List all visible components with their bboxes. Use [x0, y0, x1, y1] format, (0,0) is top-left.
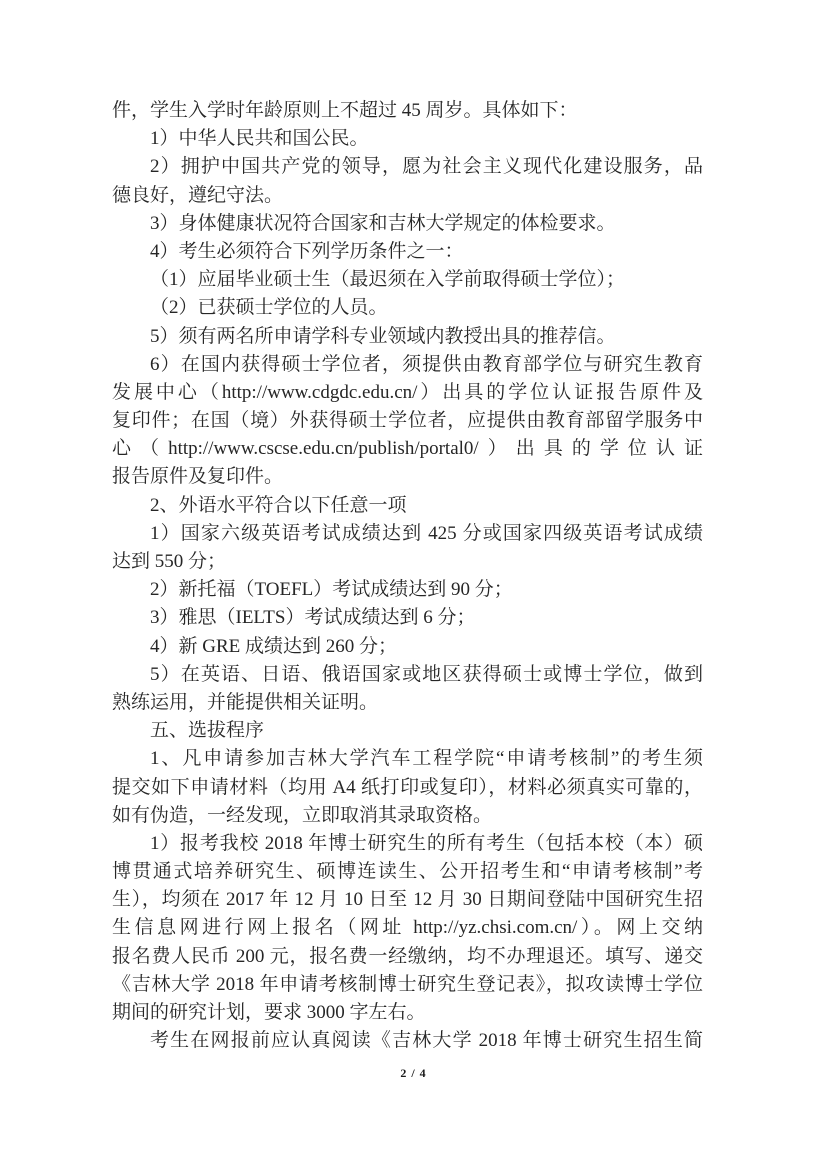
- text-line: 达到 550 分；: [112, 551, 227, 572]
- text-line: 生），均须在 2017 年 12 月 10 日至 12 月 30 日期间登陆中国研究生招: [112, 889, 703, 911]
- text-line: 提交如下申请材料（均用 A4 纸打印或复印），材料必须真实可靠的，: [112, 776, 703, 798]
- text-line: 复印件；在国（境）外获得硕士学位者，应提供由教育部留学服务中: [112, 410, 703, 432]
- text-line: 3）身体健康状况符合国家和吉林大学规定的体检要求。: [150, 212, 616, 234]
- document-body: [112, 97, 703, 1055]
- text-line: 4）新 GRE 成绩达到 260 分；: [150, 635, 398, 657]
- text-line: （2）已获硕士学位的人员。: [150, 297, 388, 319]
- text-line: 生信息网进行网上报名（网址 http://yz.chsi.com.cn/）。网上交纳: [112, 917, 703, 939]
- text-line: 2）拥护中国共产党的领导，愿为社会主义现代化建设服务，品: [150, 156, 703, 178]
- text-line: 4）考生必须符合下列学历条件之一：: [150, 240, 464, 262]
- page-number: 2 / 4: [400, 1066, 427, 1080]
- text-line: 1）国家六级英语考试成绩达到 425 分或国家四级英语考试成绩: [150, 522, 703, 544]
- text-line: 2、外语水平符合以下任意一项: [150, 494, 407, 516]
- text-line: 如有伪造，一经发现，立即取消其录取资格。: [112, 804, 493, 826]
- text-line: 3）雅思（IELTS）考试成绩达到 6 分；: [150, 607, 476, 629]
- text-line: （1）应届毕业硕士生（最迟须在入学前取得硕士学位）；: [150, 269, 626, 291]
- text-line: 五、选拔程序: [150, 720, 265, 742]
- text-line: 博贯通式培养研究生、硕博连读生、公开招考生和“申请考核制”考: [112, 861, 703, 883]
- text-line: 报名费人民币 200 元，报名费一经缴纳，均不办理退还。填写、递交: [112, 945, 703, 967]
- text-line: 报告原件及复印件。: [112, 466, 284, 488]
- text-line: 《吉林大学 2018 年申请考核制博士研究生登记表》，拟攻读博士学位: [112, 973, 703, 995]
- text-line: 德良好，遵纪守法。: [112, 184, 284, 206]
- text-line: 5）在英语、日语、俄语国家或地区获得硕士或博士学位，做到: [150, 663, 703, 685]
- text-line: 1）报考我校 2018 年博士研究生的所有考生（包括本校（本）硕: [150, 832, 703, 854]
- text-line: 期间的研究计划，要求 3000 字左右。: [112, 1002, 426, 1023]
- text-line: 6）在国内获得硕士学位者，须提供由教育部学位与研究生教育: [150, 353, 703, 375]
- text-line: 1、凡申请参加吉林大学汽车工程学院“申请考核制”的考生须: [150, 748, 703, 770]
- text-line: 1）中华人民共和国公民。: [150, 128, 369, 150]
- text-line: 发展中心（http://www.cdgdc.edu.cn/）出具的学位认证报告原件及: [112, 381, 703, 403]
- text-line: 熟练运用，并能提供相关证明。: [112, 691, 379, 713]
- text-line: 5）须有两名所申请学科专业领域内教授出具的推荐信。: [150, 325, 616, 347]
- text-line: 件，学生入学时年龄原则上不超过 45 周岁。具体如下：: [112, 100, 578, 121]
- text-line: 考生在网报前应认真阅读《吉林大学 2018 年博士研究生招生简: [150, 1030, 703, 1052]
- text-line: 2）新托福（TOEFL）考试成绩达到 90 分；: [150, 579, 513, 601]
- text-line: 心（http://www.cscse.edu.cn/publish/portal0/）出具的学位认证: [112, 438, 703, 460]
